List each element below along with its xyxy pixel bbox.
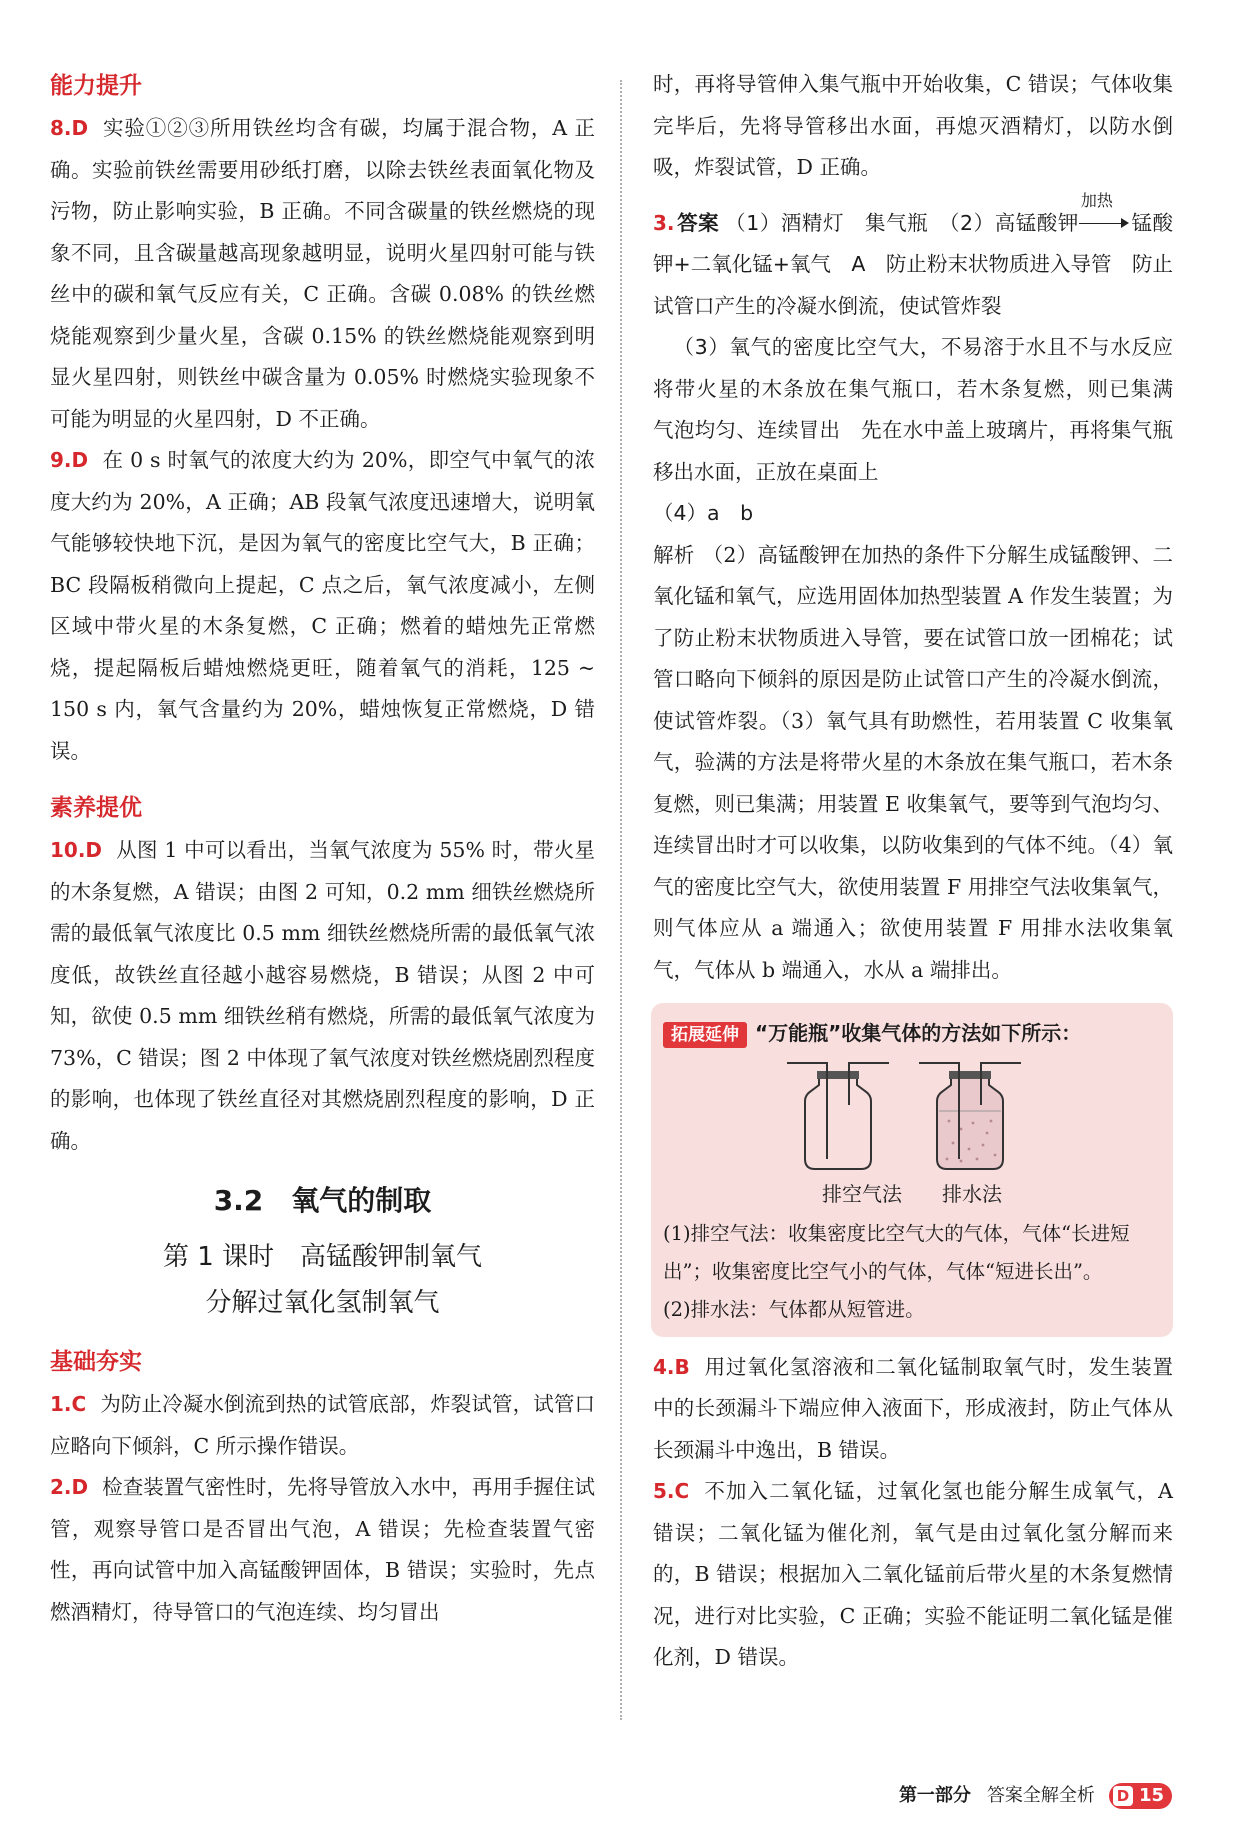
footer-part: 第一部分 (898, 1785, 971, 1806)
question-1 (50, 1384, 595, 1467)
label-water-method: 排水法 (942, 1181, 1002, 1206)
answer-label: 答案 (676, 210, 720, 235)
question-3-answer (653, 190, 1174, 328)
extension-box (651, 1003, 1173, 1337)
arrow-head-icon (1121, 218, 1129, 228)
extension-title: “万能瓶”收集气体的方法如下所示： (755, 1021, 1082, 1045)
question-text: 不加入二氧化锰，过氧化氢也能分解生成氧气，A 错误；二氧化锰为催化剂，氧气是由过氧化氢分解而来的，B 错误；根据加入二氧化锰前后带火星的木条复燃情况，进行对比实验，C 正确；实验不能证明二氧化锰是催化剂，D 错误。 (653, 1479, 1173, 1669)
section-heading-basic: 基础夯实 (50, 1349, 142, 1375)
section-heading-literacy: 素养提优 (50, 795, 142, 821)
question-number: 9.D (50, 448, 89, 472)
question-number: 5.C (653, 1479, 690, 1503)
answer-part-4: （4）a b (653, 501, 754, 525)
extension-line-2: (2)排水法：气体都从短管进。 (663, 1297, 925, 1321)
question-number: 10.D (50, 838, 103, 862)
bottle-labels (663, 1179, 1161, 1209)
answer-part-1: （1）酒精灯 集气瓶 （2）高锰酸钾 (725, 210, 1079, 235)
question-text: 检查装置气密性时，先将导管放入水中，再用手握住试管，观察导管口是否冒出气泡，A 错误；先检查装置气密性，再向试管中加入高锰酸钾固体，B 错误；实验时，先点燃酒精灯，待导管口的气泡连续、均匀冒出 (50, 1475, 595, 1624)
analysis-text: （2）高锰酸钾在加热的条件下分解生成锰酸钾、二氧化锰和氧气，应选用固体加热型装置 A 作发生装置；为了防止粉末状物质进入导管，要在试管口放一团棉花；试管口略向下倾斜的原因是防止试管口产生的冷凝水倒流，使试管炸裂。（3）氧气具有助燃性，若用装置 C 收集氧气，验满的方法是将带火星的木条放在集气瓶口，若木条复燃，则已集满；用装置 E 收集氧气，要等到气泡均匀、连续冒出时才可以收集，以防收集到的气体不纯。（4）氧气的密度比空气大，欲使用装置 F 用排空气法收集氧气，则气体应从 a 端通入；欲使用装置 F 用排水法收集氧气，气体从 b 端通入，水从 a 端排出。 (653, 542, 1174, 982)
bottle-water-icon (919, 1063, 1021, 1169)
page-number: 15 (1138, 1785, 1164, 1806)
gas-bottle-diagram (777, 1059, 1047, 1177)
bottle-air-icon (787, 1063, 889, 1169)
question-number: 4.B (653, 1354, 690, 1379)
chapter-name: 氧气的制取 (291, 1184, 432, 1217)
chapter-title (50, 1176, 595, 1226)
analysis-label: 解析 (653, 542, 695, 567)
section-heading-ability: 能力提升 (50, 73, 142, 99)
arrow-line (1079, 223, 1125, 224)
question-text: 用过氧化氢溶液和二氧化锰制取氧气时，发生装置中的长颈漏斗下端应伸入液面下，形成液封，防止气体从长颈漏斗中逸出，B 错误。 (653, 1354, 1173, 1462)
lesson-title-line-2: 分解过氧化氢制氧气 (205, 1288, 440, 1318)
question-5 (653, 1471, 1173, 1679)
page-badge (1109, 1783, 1172, 1809)
question-text: 从图 1 中可以看出，当氧气浓度为 55% 时，带火星的木条复燃，A 错误；由图 2 可知，0.2 mm 细铁丝燃烧所需的最低氧气浓度比 0.5 mm 细铁丝燃烧所需的最低氧气浓度低，故铁丝直径越小越容易燃烧，B 错误；从图 2 中可知，欲使 0.5 mm 细铁丝稍有燃烧，所需的最低氧气浓度为 73%，C 错误；图 2 中体现了氧气浓度对铁丝燃烧剧烈程度的影响，也体现了铁丝直径对其燃烧剧烈程度的影响，D 正确。 (50, 838, 595, 1153)
question-text: 实验①②③所用铁丝均含有碳，均属于混合物，A 正确。实验前铁丝需要用砂纸打磨，以除去铁丝表面氧化物及污物，防止影响实验，B 正确。不同含碳量的铁丝燃烧的现象不同，且含碳量越高现象越明显，说明火星四射可能与铁丝中的碳和氧气反应有关，C 正确。含碳 0.08% 的铁丝燃烧能观察到少量火星，含碳 0.15% 的铁丝燃烧能观察到明显火星四射，则铁丝中碳含量为 0.05% 时燃烧实验现象不可能为明显的火星四射，D 不正确。 (50, 116, 595, 431)
footer-label: 答案全解全析 (986, 1785, 1095, 1806)
chapter-number: 3.2 (213, 1184, 264, 1217)
question-number: 3. (653, 210, 675, 235)
left-column (50, 64, 595, 1633)
answer-part-2: 锰酸钾+二氧化锰+氧气 A 防止粉末状物质进入导管 防止试管口产生的冷凝水倒流，使试管炸裂 (653, 210, 1174, 318)
answer-part-3: （3）氧气的密度比空气大，不易溶于水且不与水反应 将带火星的木条放在集气瓶口，若木条复燃，则已集满 气泡均匀、连续冒出 先在水中盖上玻璃片，再将集气瓶移出水面，正放在桌面上 (653, 335, 1194, 484)
reaction-arrow (1079, 190, 1131, 234)
lesson-title-line-1: 第 1 课时 高锰酸钾制氧气 (162, 1242, 483, 1272)
extension-header (663, 1013, 1161, 1055)
page-footer (899, 1782, 1172, 1810)
badge-letter: D (1113, 1786, 1133, 1806)
extension-line-1: (1)排空气法：收集密度比空气大的气体，气体“长进短出”；收集密度比空气小的气体，气体“短进长出”。 (663, 1221, 1130, 1283)
question-number: 1.C (50, 1392, 87, 1416)
question-9 (50, 440, 595, 772)
extension-tag: 拓展延伸 (663, 1022, 747, 1048)
question-10 (50, 830, 595, 1162)
right-column (653, 64, 1194, 1679)
question-text: 为防止冷凝水倒流到热的试管底部，炸裂试管，试管口应略向下倾斜，C 所示操作错误。 (50, 1392, 595, 1458)
question-4 (653, 1347, 1173, 1472)
question-text: 在 0 s 时氧气的浓度大约为 20%，即空气中氧气的浓度大约为 20%，A 正确；AB 段氧气浓度迅速增大，说明氧气能够较快地下沉，是因为氧气的密度比空气大，B 正确；BC 段隔板稍微向上提起，C 点之后，氧气浓度减小，左侧区域中带火星的木条复燃，C 正确；燃着的蜡烛先正常燃烧，提起隔板后蜡烛燃烧更旺，随着氧气的消耗，125 ~ 150 s 内，氧气含量约为 20%，蜡烛恢复正常燃烧，D 错误。 (50, 448, 595, 763)
question-2 (50, 1467, 595, 1633)
column-divider (620, 80, 622, 1720)
label-air-method: 排空气法 (822, 1181, 902, 1206)
reaction-condition: 加热 (1080, 190, 1113, 210)
question-2-continued: 时，再将导管伸入集气瓶中开始收集，C 错误；气体收集完毕后，先将导管移出水面，再熄灭酒精灯，以防水倒吸，炸裂试管，D 正确。 (653, 72, 1173, 179)
analysis (653, 535, 1173, 992)
question-number: 8.D (50, 116, 89, 140)
question-8 (50, 108, 595, 440)
question-number: 2.D (50, 1475, 89, 1499)
